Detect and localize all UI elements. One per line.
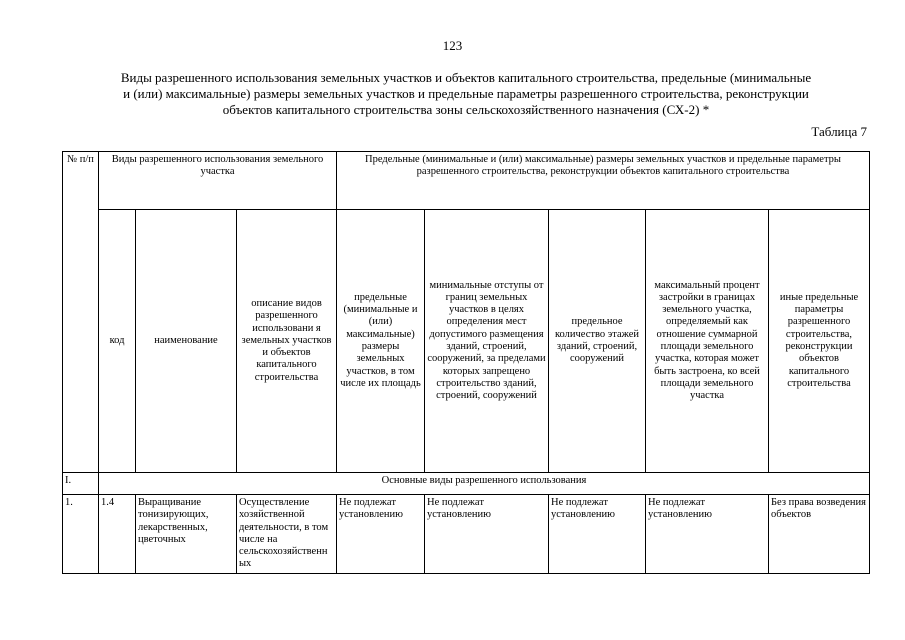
row-sizes: Не подлежат установлению xyxy=(337,495,425,574)
header-floors: предельное количество этажей зданий, строений, сооружений xyxy=(549,210,646,473)
document-title xyxy=(60,70,872,118)
zoning-table xyxy=(62,151,870,574)
section-row xyxy=(63,473,870,495)
section-label: Основные виды разрешенного использования xyxy=(99,473,870,495)
header-vri-group: Виды разрешенного использования земельного участка xyxy=(99,152,337,210)
title-line-3: объектов капитального строительства зоны сельскохозяйственного назначения (СХ-2) * xyxy=(222,102,710,117)
header-description: описание видов разрешенного использовани я земельных участков и объектов капитального строительства xyxy=(237,210,337,473)
header-num: № п/п xyxy=(63,152,99,473)
page-number: 123 xyxy=(442,38,463,53)
row-other: Без права возведения объектов xyxy=(769,495,870,574)
header-code: код xyxy=(99,210,136,473)
header-other: иные предельные параметры разрешенного строительства, реконструкции объектов капитального строительства xyxy=(769,210,870,473)
row-num: 1. xyxy=(63,495,99,574)
section-num: I. xyxy=(63,473,99,495)
title-line-1: Виды разрешенного использования земельных участков и объектов капитального строительства, предельные (минимальные xyxy=(120,70,812,85)
header-limits-group: Предельные (минимальные и (или) максимальные) размеры земельных участков и предельные параметры разрешенного строительства, реконструкции объектов капитального строительства xyxy=(337,152,870,210)
header-sizes: предельные (минимальные и (или) максимальные) размеры земельных участков, в том числе их площадь xyxy=(337,210,425,473)
row-description: Осуществление хозяйственной деятельности, в том числе на сельскохозяйственных xyxy=(237,495,337,574)
table-row xyxy=(63,495,870,574)
row-name: Выращивание тонизирующих, лекарственных, цветочных xyxy=(136,495,237,574)
row-setbacks: Не подлежат установлению xyxy=(425,495,549,574)
header-setbacks: минимальные отступы от границ земельных участков в целях определения мест допустимого размещения зданий, строений, сооружений, за пределами которых запрещено строительство зданий, строений, сооружений xyxy=(425,210,549,473)
title-line-2: и (или) максимальные) размеры земельных участков и предельные параметры разрешенного строительства, реконструкции xyxy=(123,86,809,101)
row-floors: Не подлежат установлению xyxy=(549,495,646,574)
header-name: наименование xyxy=(136,210,237,473)
row-code: 1.4 xyxy=(99,495,136,574)
header-max-percent: максимальный процент застройки в границах земельного участка, определяемый как отношение суммарной площади земельного участка, которая может быть застроена, ко всей площади земельного участка xyxy=(646,210,769,473)
row-max-percent: Не подлежат установлению xyxy=(646,495,769,574)
table-label: Таблица 7 xyxy=(811,124,867,139)
